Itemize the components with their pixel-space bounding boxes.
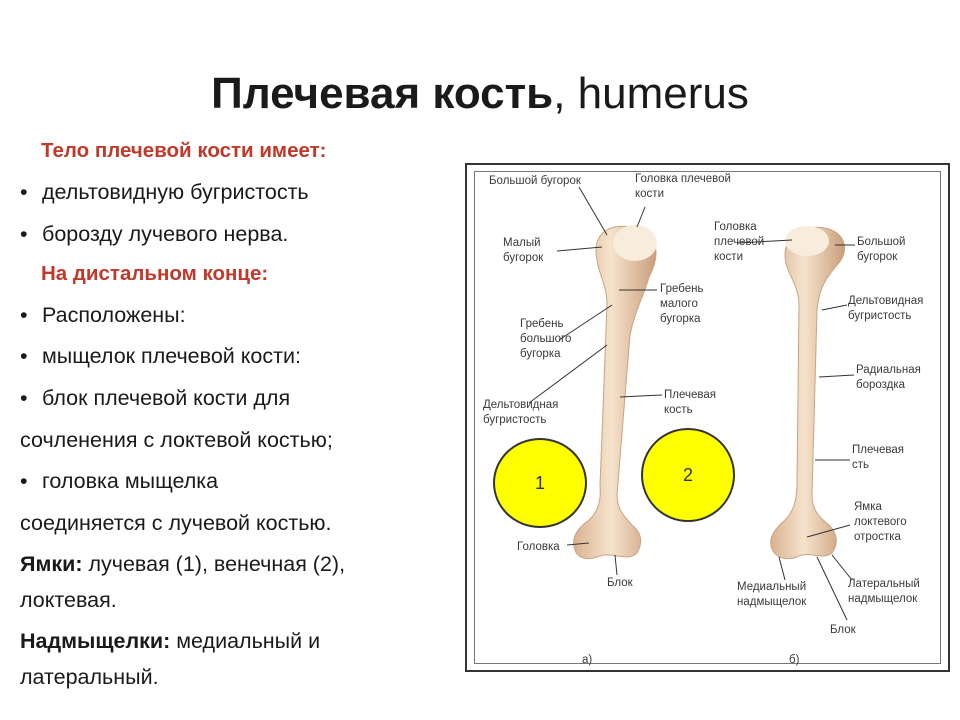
bullet-item [20, 179, 309, 205]
slide-title [0, 68, 960, 120]
epicondyles-text: медиальный и [170, 629, 321, 653]
humerus-figure [465, 163, 950, 672]
bone-anterior [574, 225, 657, 559]
label-capitulum-a: Головка [517, 541, 560, 553]
label-shaft-b: Плечевая сть [852, 444, 904, 471]
epicondyles-line [20, 628, 320, 654]
bone-posterior [771, 226, 845, 559]
label-deltoid-a: Дельтовидная бугристость [483, 399, 559, 426]
text-line: латеральный. [20, 665, 159, 689]
bullet-item [20, 385, 290, 411]
fossae-text: лучевая (1), венечная (2), [82, 552, 346, 576]
title-latin: , humerus [553, 69, 749, 118]
title-bold: Плечевая кость [211, 69, 554, 118]
bullet-text: Расположены: [42, 303, 186, 327]
caption-a: а) [582, 654, 593, 666]
bullet-text: мыщелок плечевой кости: [42, 344, 301, 368]
fossae-label: Ямки: [20, 552, 83, 576]
fossae-line [20, 551, 345, 577]
bullet-icon: • [20, 222, 28, 246]
label-crest-lesser-a: Гребень малого бугорка [660, 283, 704, 325]
epicondyles-label: Надмыщелки: [20, 629, 171, 653]
label-trochlea-b: Блок [830, 624, 856, 636]
heading-distal: На дистальном конце: [41, 262, 269, 285]
label-lesser-tubercle-a: Малый бугорок [503, 237, 544, 264]
label-head-a: Головка плечевой кости [635, 173, 731, 200]
text-line: сочленения с локтевой костью; [20, 428, 333, 452]
text-line: локтевая. [20, 588, 117, 612]
marker-2-text: 2 [682, 464, 693, 485]
bullet-text: борозду лучевого нерва. [42, 222, 289, 246]
label-olecranon-fossa-b: Ямка локтевого отростка [854, 501, 907, 543]
bullet-icon: • [20, 180, 28, 204]
label-greater-tubercle-a: Большой бугорок [489, 175, 581, 187]
heading-body: Тело плечевой кости имеет: [41, 139, 327, 162]
label-radial-groove-b: Радиальная бороздка [856, 364, 921, 391]
marker-1 [493, 438, 587, 528]
bullet-text: головка мыщелка [42, 469, 219, 493]
bullet-item [20, 468, 218, 494]
label-medial-epicondyle-b: Медиальный надмыщелок [737, 581, 807, 608]
bullet-icon: • [20, 344, 28, 368]
label-crest-greater-a: Гребень большого бугорка [520, 318, 572, 360]
bullet-text: блок плечевой кости для [42, 386, 291, 410]
label-lateral-epicondyle-b: Латеральный надмыщелок [848, 578, 920, 605]
label-trochlea-a: Блок [607, 577, 633, 589]
label-deltoid-b: Дельтовидная бугристость [848, 295, 924, 322]
bullet-icon: • [20, 386, 28, 410]
bullet-icon: • [20, 303, 28, 327]
label-shaft-a: Плечевая кость [664, 389, 716, 416]
caption-b: б) [789, 654, 800, 666]
bullet-text: дельтовидную бугристость [42, 180, 309, 204]
label-greater-tubercle-b: Большой бугорок [857, 236, 906, 263]
marker-1-text: 1 [534, 472, 545, 493]
text-line: соединяется с лучевой костью. [20, 511, 332, 535]
marker-2 [641, 428, 735, 522]
label-head-b: Головка плечевой кости [714, 221, 765, 263]
bullet-item [20, 343, 301, 369]
bullet-item [20, 221, 288, 247]
bullet-icon: • [20, 469, 28, 493]
bullet-item [20, 302, 186, 328]
